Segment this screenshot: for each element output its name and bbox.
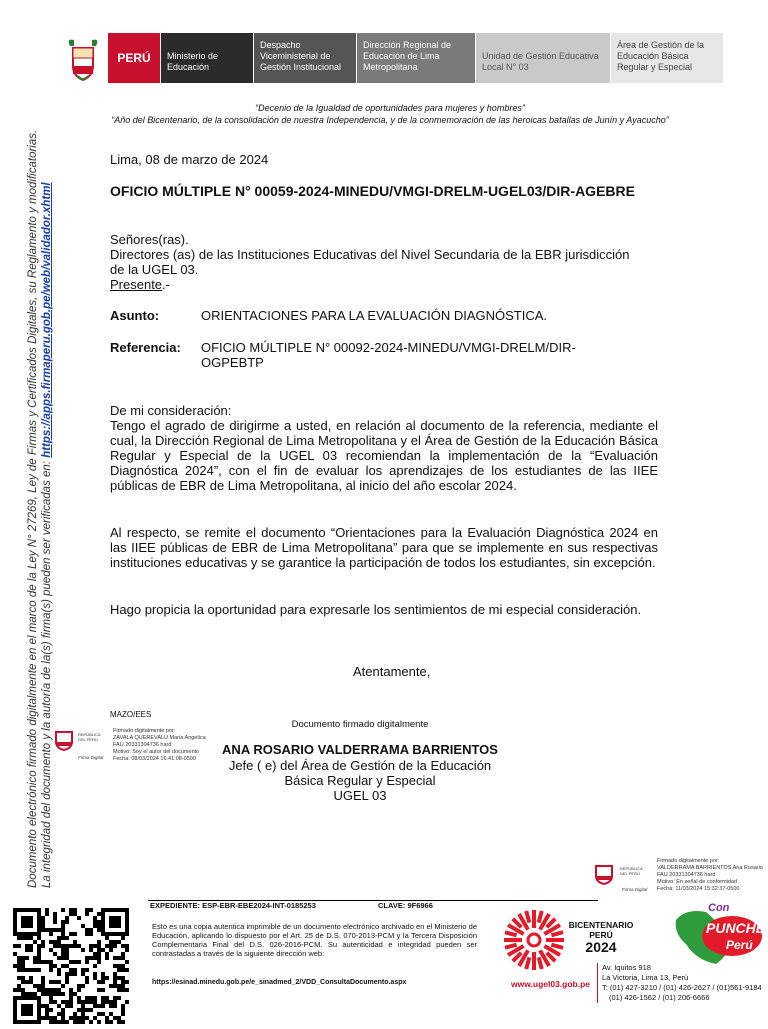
verification-prefix: La integridad del documento y la autoría de la(s) firma(s) pueden ser verificadas en: [41, 460, 53, 888]
stamp-right-details [657, 858, 765, 893]
paragraph-3: Hago propicia la oportunidad para expresarle los sentimientos de mi especial consideración. [110, 602, 642, 617]
stamp-right-l5: Fecha: 11/03/2024 15:32:37-0500 [657, 886, 740, 892]
paragraph-1: Tengo el agrado de dirigirme a usted, en relación al documento de la referencia, mediante el cual, la Dirección Regional de Lima Metropolitana y el Área de Gestión de la Educación Básica Regular y Especial de la UGEL 03 recomiendan la implementación de la “Evaluación Diagnóstica 2024”, con el fin de evaluar los aprendizajes de los estudiantes de las IIEE públicas de EBR de Lima Metropolitana, al inicio del año escolar 2024. [110, 418, 658, 493]
salutation: De mi consideración: [110, 403, 232, 418]
place-date: Lima, 08 de marzo de 2024 [110, 152, 269, 167]
year-motto: “Año del Bicentenario, de la consolidación de nuestra Independencia, y de la conmemoración de las heroicas batallas de Junín y Ayacucho” [111, 115, 669, 125]
signature-law-text: Documento electrónico firmado digitalmente en el marco de la Ley N° 27269, Ley de Firmas y Certificados Digitales, su Reglamento y modificatorias. [27, 129, 39, 888]
peru-brand-label: PERÚ [108, 33, 160, 83]
punche-con: Con [708, 902, 730, 914]
closing: Atentamente, [353, 664, 431, 679]
initials: MAZO/EES [110, 710, 152, 719]
presente-label: Presente [110, 277, 163, 292]
regional-direction-label: Dirección Regional de Educación de Lima Metropolitana [357, 33, 475, 83]
stamp-left-republic: REPÚBLICA DEL PERÚ [78, 732, 101, 742]
address-block [602, 963, 762, 1003]
clave: CLAVE: 9F6966 [378, 901, 433, 910]
copy-authenticity-note: Esto es una copia autentica imprimible de un documento electrónico archivado en el Ministerio de Educación, aplicando lo dispuesto por el Art. 25 de D.S. 070-2013-PCM y la Tercera Disposición Complementaria Final del D.S. 026-2016-PCM. Su autenticidad e integridad pueden ser contrastadas a través de la siguiente dirección web: [152, 922, 477, 958]
ugel-label: Unidad de Gestión Educativa Local N° 03 [476, 33, 610, 83]
stamp-right-republic: REPÚBLICA DEL PERÚ [620, 866, 643, 876]
address-divider [597, 963, 598, 1003]
stamp-left-l4: Motivo: Soy el autor del documento [113, 749, 200, 755]
verification-text [40, 118, 54, 888]
verify-url[interactable]: https://esinad.minedu.gob.pe/e_sinadmed_2/VDD_ConsultaDocumento.aspx [152, 979, 407, 986]
punche-word: PUNCHE [706, 920, 766, 936]
recipients: Directores (as) de las Instituciones Educativas del Nivel Secundaria de la EBR jurisdicción de la UGEL 03. [110, 247, 630, 277]
vice-ministry-label: Despacho Viceministerial de Gestión Institucional [254, 33, 356, 83]
verification-link[interactable]: https://apps.firmaperu.gob.pe/web/validador.xhtml [41, 182, 53, 458]
bicentenario-l2: PERÚ [589, 930, 613, 940]
address-1: Av. Iquitos 918 [602, 963, 651, 972]
stamp-left-details [113, 728, 223, 763]
digital-stamp-left [50, 728, 110, 768]
presente-line [110, 277, 170, 292]
bicentenario-l3: 2024 [585, 939, 617, 955]
digital-signature-note: Documento firmado digitalmente [291, 719, 429, 730]
presente-suffix: .- [162, 277, 170, 292]
peru-coat-of-arms-icon [62, 36, 104, 84]
subject-text: ORIENTACIONES PARA LA EVALUACIÓN DIAGNÓSTICA. [201, 308, 548, 323]
phone-1: T: (01) 427-3210 / (01) 426-2627 / (01)561-9184 [602, 983, 762, 992]
ministry-label: Ministerio de Educación [161, 33, 253, 83]
signer-role-1: Jefe ( e) del Área de Gestión de la Educación [228, 758, 492, 773]
digital-signature-notice [26, 118, 54, 888]
con-punche-peru-logo [666, 900, 766, 970]
address-2: La Victoria, Lima 13, Perú [602, 973, 689, 982]
document-title: OFICIO MÚLTIPLE N° 00059-2024-MINEDU/VMGI-DRELM-UGEL03/DIR-AGEBRE [110, 183, 635, 199]
area-label: Área de Gestión de la Educación Básica Regular y Especial [611, 33, 723, 83]
bicentenario-text [566, 920, 636, 955]
greeting: Señores(ras). [110, 232, 189, 247]
stamp-left-l2: ZAVALA QUEREVALU Maria Angelica [113, 735, 206, 741]
phone-2: (01) 426-1562 / (01) 206-6666 [609, 993, 710, 1002]
paragraph-2: Al respecto, se remite el documento “Orientaciones para la Evaluación Diagnóstica 2024 en las IIEE públicas de EBR de Lima Metropolitana” para que se implemente en sus respectivas instituciones educativas y se garantice la participación de todos los estudiantes, sin excepción. [110, 525, 658, 570]
bicentenario-logo-icon [502, 905, 566, 975]
expediente: EXPEDIENTE: ESP-EBR-EBE2024-INT-0185253 [150, 901, 316, 910]
digital-stamp-right [590, 862, 654, 898]
punche-peru: Perú [726, 938, 753, 952]
subject-label: Asunto: [110, 308, 160, 323]
reference-label: Referencia: [110, 340, 181, 355]
stamp-right-l4: Motivo: En señal de conformidad [657, 879, 738, 885]
peru-stamp-shield-icon [50, 728, 78, 752]
bicentenario-l1: BICENTENARIO [568, 920, 634, 930]
signer-name: ANA ROSARIO VALDERRAMA BARRIENTOS [222, 742, 498, 757]
qr-code-icon [13, 908, 131, 1024]
decade-motto: “Decenio de la Igualdad de oportunidades para mujeres y hombres” [255, 103, 525, 113]
signer-role-2: Básica Regular y Especial [284, 773, 436, 788]
signer-role-3: UGEL 03 [333, 788, 387, 803]
stamp-left-l1: Firmado digitalmente por: [113, 728, 176, 734]
peru-stamp-shield-icon-right [590, 862, 618, 886]
stamp-right-firma: Firma Digital [622, 887, 648, 892]
stamp-right-l3: FAU 20331304736 hard [657, 872, 716, 878]
stamp-left-firma: Firma Digital [78, 755, 104, 760]
reference-text: OFICIO MÚLTIPLE N° 00092-2024-MINEDU/VMGI-DRELM/DIR-OGPEBTP [201, 340, 576, 370]
website-link[interactable]: www.ugel03.gob.pe [511, 979, 591, 989]
stamp-right-l2: VALDERRAMA BARRIENTOS Ana Rosario [657, 865, 763, 871]
stamp-right-l1: Firmado digitalmente por: [657, 858, 720, 864]
stamp-left-l5: Fecha: 08/03/2024 16:41:08-0500 [113, 756, 196, 762]
stamp-left-l3: FAU 20331304736 hard [113, 742, 172, 748]
